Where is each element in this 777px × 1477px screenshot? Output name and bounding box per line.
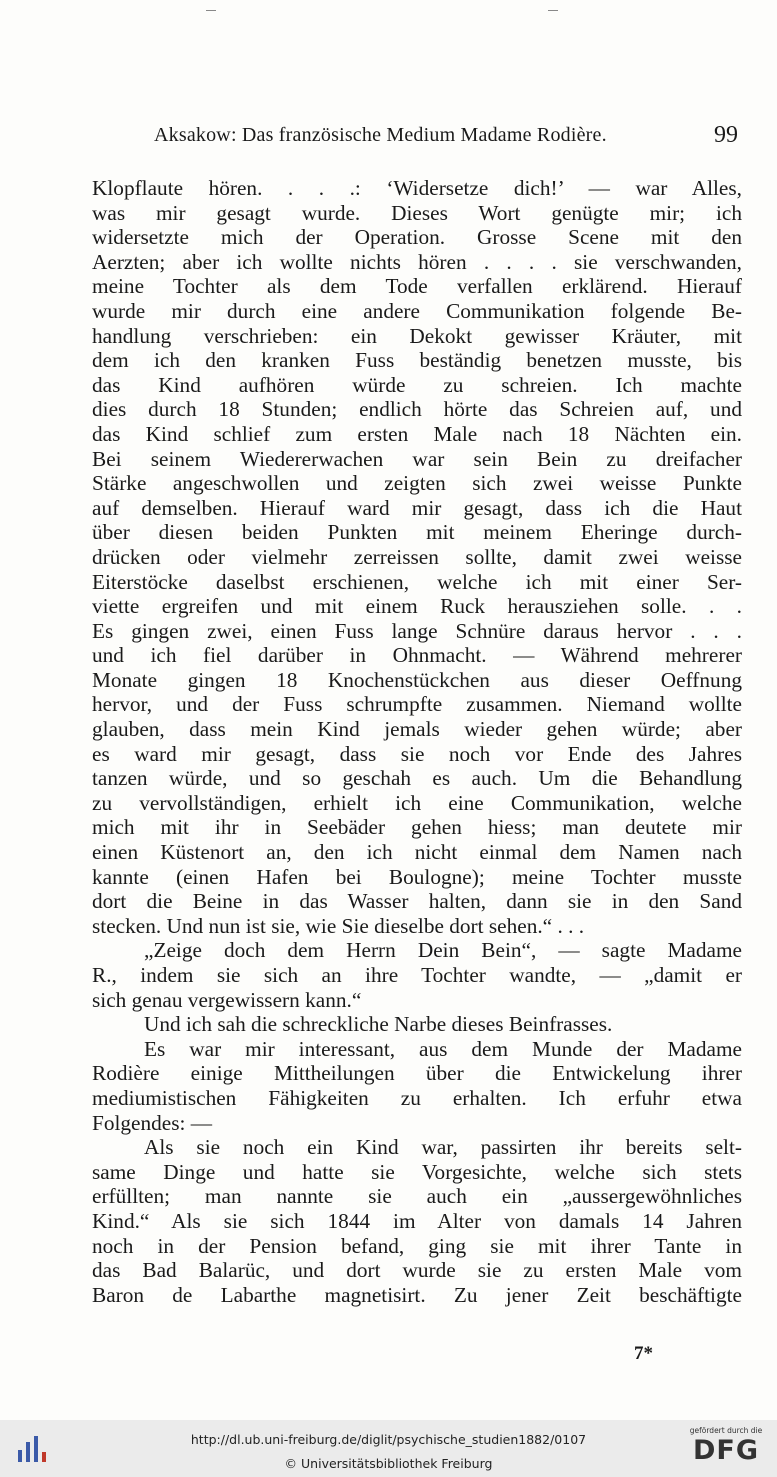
text-line: mich mit ihr in Seebäder gehen hiess; man deutete mir [92, 815, 742, 840]
text-line: was mir gesagt wurde. Dieses Wort genügte mir; ich [92, 200, 742, 225]
scan-mark [548, 10, 558, 11]
signature-mark: 7* [634, 1343, 653, 1364]
dfg-caption: gefördert durch die [689, 1426, 763, 1435]
running-header [92, 124, 742, 154]
text-line: über diesen beiden Punkten mit meinem Eheringe durch- [92, 520, 742, 545]
text-line: dem ich den kranken Fuss beständig benetzen musste, bis [92, 348, 742, 373]
text-line: „Zeige doch dem Herrn Dein Bein“, — sagte Madame [144, 938, 742, 963]
text-line: Folgendes: — [92, 1110, 213, 1135]
text-line: noch in der Pension befand, ging sie mit ihrer Tante in [92, 1233, 742, 1258]
text-line: Und ich sah die schreckliche Narbe dieses Beinfrasses. [144, 1012, 613, 1037]
text-line: meine Tochter als dem Tode verfallen erklärend. Hierauf [92, 274, 742, 299]
text-line: Stärke angeschwollen und zeigten sich zwei weisse Punkte [92, 471, 742, 496]
text-line: es ward mir gesagt, dass sie noch vor Ende des Jahres [92, 741, 742, 766]
text-line: Es gingen zwei, einen Fuss lange Schnüre daraus hervor . . . [92, 618, 742, 643]
text-line: dies durch 18 Stunden; endlich hörte das Schreien auf, und [92, 397, 742, 422]
text-line: das Kind aufhören würde zu schreien. Ich machte [92, 372, 742, 397]
text-line: dort die Beine in das Wasser halten, dann sie in den Sand [92, 889, 742, 914]
text-line: das Bad Balarüc, und dort wurde sie zu ersten Male vom [92, 1258, 742, 1283]
text-line: Monate gingen 18 Knochenstückchen aus dieser Oeffnung [92, 667, 742, 692]
text-line: Aerzten; aber ich wollte nichts hören . . . . sie verschwanden, [92, 249, 742, 274]
text-line: widersetzte mich der Operation. Grosse Scene mit den [92, 225, 742, 250]
text-line: tanzen würde, und so geschah es auch. Um die Behandlung [92, 766, 742, 791]
text-line: viette ergreifen und mit einem Ruck herausziehen solle. . . [92, 594, 742, 619]
page-number: 99 [714, 122, 738, 148]
running-title: Aksakow: Das französische Medium Madame Rodière. [154, 124, 607, 146]
footer-bar [0, 1420, 777, 1477]
text-line: handlung verschrieben: ein Dekokt gewisser Kräuter, mit [92, 323, 742, 348]
text-line: hervor, und der Fuss schrumpfte zusammen. Niemand wollte [92, 692, 742, 717]
text-line: kannte (einen Hafen bei Boulogne); meine Tochter musste [92, 864, 742, 889]
text-line: Als sie noch ein Kind war, passirten ihr bereits selt- [144, 1135, 742, 1160]
text-line: das Kind schlief zum ersten Male nach 18 Nächten ein. [92, 421, 742, 446]
text-line: glauben, dass mein Kind jemals wieder gehen würde; aber [92, 717, 742, 742]
dfg-logo [685, 1426, 767, 1472]
text-line: wurde mir durch eine andere Communikation folgende Be- [92, 298, 742, 323]
text-line: Baron de Labarthe magnetisirt. Zu jener Zeit beschäftigte [92, 1282, 742, 1307]
source-url[interactable]: http://dl.ub.uni-freiburg.de/diglit/psychische_studien1882/0107 [190, 1432, 587, 1447]
text-line: Eiterstöcke daselbst erschienen, welche ich mit einer Ser- [92, 569, 742, 594]
dfg-wordmark: DFG [692, 1435, 760, 1466]
text-line: Klopflaute hören. . . .: ‘Widersetze dich!’ — war Alles, [92, 176, 742, 200]
text-line: auf demselben. Hierauf ward mir gesagt, dass ich die Haut [92, 495, 742, 520]
scan-mark [206, 10, 216, 11]
text-line: stecken. Und nun ist sie, wie Sie dieselbe dort sehen.“ . . . [92, 913, 585, 938]
text-line: Bei seinem Wiedererwachen war sein Bein zu dreifacher [92, 446, 742, 471]
text-line: Rodière einige Mittheilungen über die Entwickelung ihrer [92, 1061, 742, 1086]
text-line: und ich fiel darüber in Ohnmacht. — Während mehrerer [92, 643, 742, 668]
text-line: same Dinge und hatte sie Vorgesichte, welche sich stets [92, 1159, 742, 1184]
copyright-notice: © Universitätsbibliothek Freiburg [284, 1456, 493, 1471]
text-line: sich genau vergewissern kann.“ [92, 987, 362, 1012]
text-line: Kind.“ Als sie sich 1844 im Alter von damals 14 Jahren [92, 1208, 742, 1233]
text-line: Es war mir interessant, aus dem Munde der Madame [144, 1036, 742, 1061]
text-line: erfüllten; man nannte sie auch ein „aussergewöhnliches [92, 1184, 742, 1209]
text-line: mediumistischen Fähigkeiten zu erhalten. Ich erfuhr etwa [92, 1085, 742, 1110]
text-line: zu vervollständigen, erhielt ich eine Communikation, welche [92, 790, 742, 815]
text-line: einen Küstenort an, den ich nicht einmal dem Namen nach [92, 840, 742, 865]
text-line: R., indem sie sich an ihre Tochter wandte, — „damit er [92, 963, 742, 987]
text-line: drücken oder vielmehr zerreissen sollte, damit zwei weisse [92, 544, 742, 569]
body-text [92, 176, 742, 1307]
